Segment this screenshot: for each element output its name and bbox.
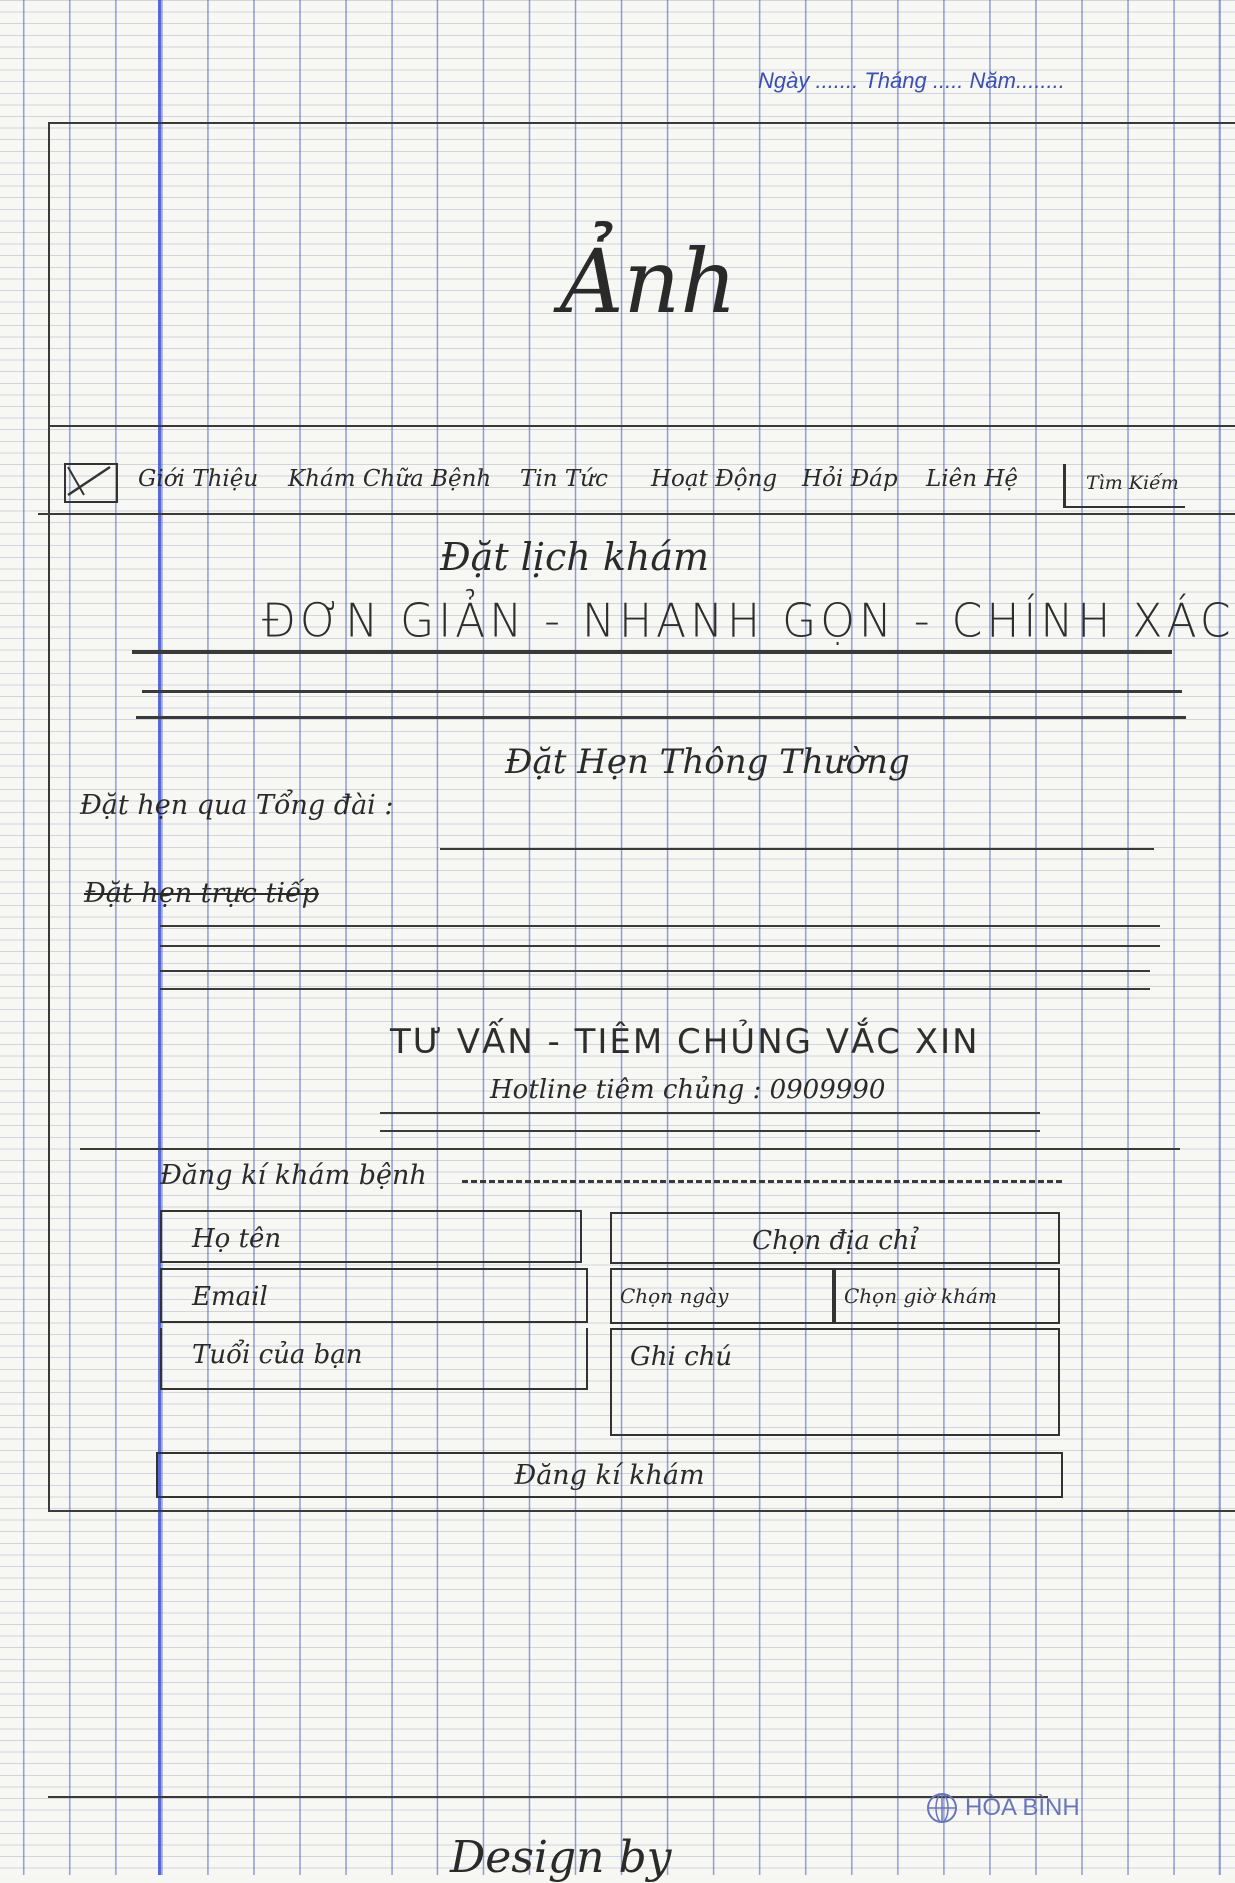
banner-line-1 (132, 650, 1172, 654)
date-select[interactable]: Chọn ngày (610, 1268, 834, 1324)
notebook-brand (925, 1790, 1080, 1826)
registration-form-title: Đăng kí khám bệnh (160, 1160, 427, 1191)
brand-name: HÒA BÌNH (965, 1794, 1080, 1821)
location-select[interactable]: Chọn địa chỉ (610, 1212, 1060, 1264)
banner-line-3 (136, 716, 1186, 719)
nav-item-news[interactable]: Tin Tức (520, 466, 608, 492)
section-divider (80, 1148, 1180, 1150)
design-credit: Design by (450, 1832, 672, 1883)
nav-item-faq[interactable]: Hỏi Đáp (802, 466, 898, 492)
nav-bottom-line (38, 513, 1235, 515)
nav-item-activities[interactable]: Hoạt Động (651, 466, 778, 492)
form-title-dashes (462, 1180, 1062, 1183)
hero-bottom-line (48, 425, 1235, 427)
age-input[interactable]: Tuổi của bạn (160, 1328, 588, 1390)
margin-line (158, 0, 161, 1875)
content-line-4 (160, 988, 1150, 990)
consult-line-1 (380, 1112, 1040, 1114)
globe-icon (925, 1791, 959, 1825)
logo-placeholder-icon (66, 465, 112, 497)
name-input[interactable]: Họ tên (160, 1210, 582, 1263)
header-top-line (48, 122, 1235, 124)
email-input[interactable]: Email (160, 1268, 588, 1323)
booking-title: Đặt lịch khám (440, 535, 710, 579)
wireframe-left-edge (48, 122, 50, 1512)
note-textarea[interactable]: Ghi chú (610, 1328, 1060, 1436)
time-select[interactable]: Chọn giờ khám (834, 1268, 1060, 1324)
content-line-3 (160, 970, 1150, 972)
direct-booking-label: Đặt hẹn trực tiếp (84, 878, 319, 909)
nav-item-treatment[interactable]: Khám Chữa Bệnh (288, 466, 492, 492)
phone-booking-label: Đặt hẹn qua Tổng đài : (80, 790, 394, 821)
phone-booking-line (440, 848, 1154, 850)
search-input[interactable]: Tìm Kiếm (1063, 464, 1185, 508)
content-line-2 (160, 945, 1160, 947)
hero-image-placeholder: Ảnh (560, 230, 737, 333)
hotline-text[interactable]: Hotline tiêm chủng : 0909990 (490, 1075, 886, 1105)
nav-item-contact[interactable]: Liên Hệ (926, 466, 1019, 492)
submit-registration-button[interactable]: Đăng kí khám (156, 1452, 1063, 1498)
content-line-1 (160, 925, 1160, 927)
banner-line-2 (142, 690, 1182, 693)
footer-line (48, 1796, 1048, 1798)
nav-item-about[interactable]: Giới Thiệu (138, 466, 259, 492)
consult-line-2 (380, 1130, 1040, 1132)
routine-appointment-title: Đặt Hẹn Thông Thường (505, 742, 910, 782)
date-line: Ngày ....... Tháng ..... Năm........ (758, 68, 1065, 93)
form-bottom-line (48, 1510, 1235, 1512)
consult-title: TƯ VẤN - TIÊM CHỦNG VẮC XIN (390, 1022, 980, 1062)
logo-placeholder[interactable] (64, 463, 118, 503)
booking-slogan: ĐƠN GIẢN - NHANH GỌN - CHÍNH XÁC (262, 594, 1235, 649)
